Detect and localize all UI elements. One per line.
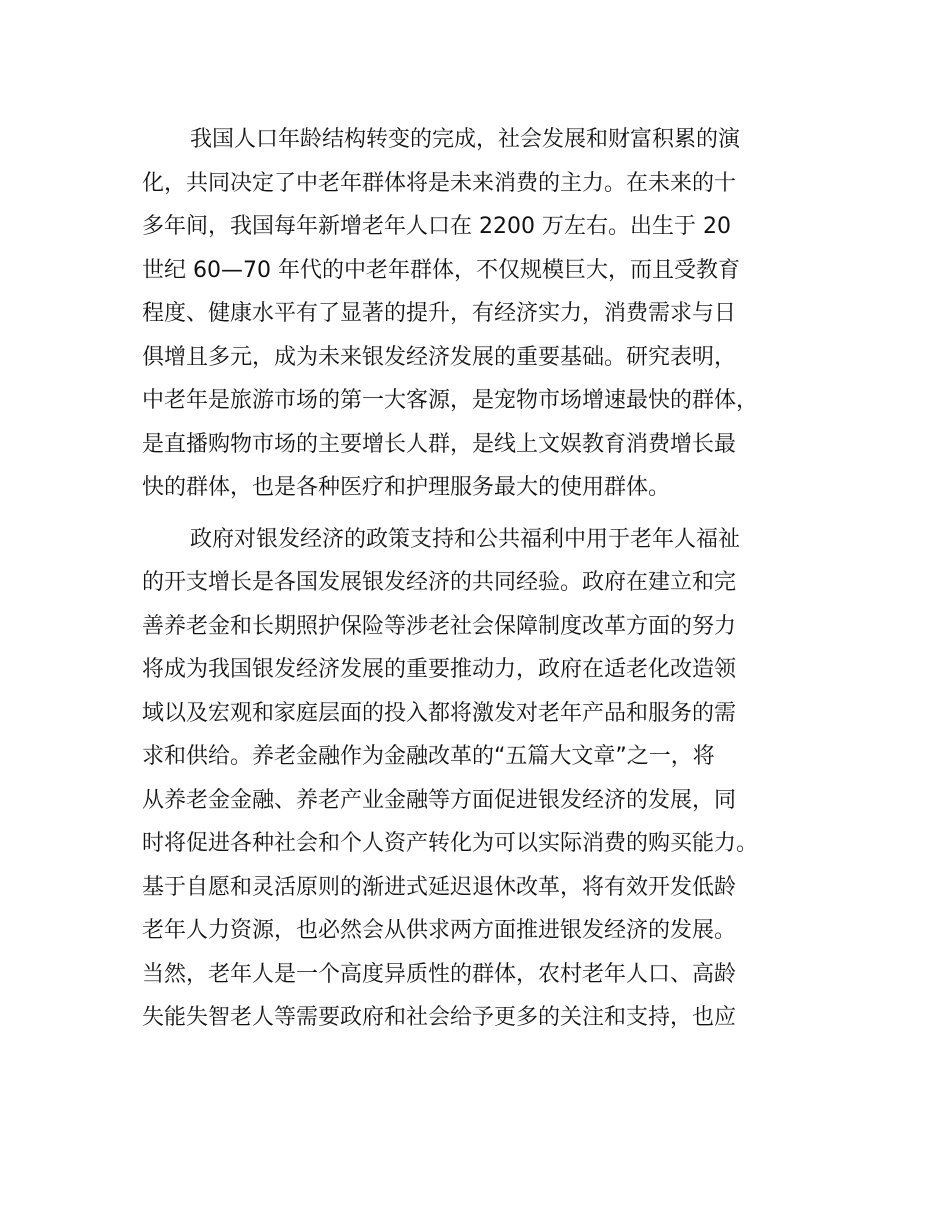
text-line: 从养老金金融、养老产业金融等方面促进银发经济的发展，同	[142, 787, 737, 813]
text-line: 善养老金和长期照护保险等涉老社会保障制度改革方面的努力	[142, 613, 737, 639]
text-line: 域以及宏观和家庭层面的投入都将激发对老年产品和服务的需	[142, 700, 737, 726]
text-line: 快的群体，也是各种医疗和护理服务最大的使用群体。	[142, 475, 671, 500]
text-line: 的开支增长是各国发展银发经济的共同经验。政府在建立和完	[142, 570, 737, 595]
text-line: 基于自愿和灵活原则的渐进式延迟退休改革，将有效开发低龄	[142, 874, 737, 900]
document-page	[142, 118, 832, 1040]
paragraph-1	[142, 118, 832, 510]
text-line: 当然，老年人是一个高度异质性的群体，农村老年人口、高龄	[142, 961, 737, 987]
text-line: 中老年是旅游市场的第一大客源，是宠物市场增速最快的群体，	[142, 388, 759, 413]
text-line: 时将促进各种社会和个人资产转化为可以实际消费的购买能力。	[142, 831, 759, 856]
text-line: 将成为我国银发经济发展的重要推动力，政府在适老化改造领	[142, 657, 737, 682]
text-line: 多年间，我国每年新增老年人口在 2200 万左右。出生于 20	[142, 214, 731, 239]
text-line: 政府对银发经济的政策支持和公共福利中用于老年人福祉	[190, 526, 741, 552]
text-line: 程度、健康水平有了显著的提升，有经济实力，消费需求与日	[142, 301, 737, 326]
text-line: 老年人力资源，也必然会从供求两方面推进银发经济的发展。	[142, 918, 737, 943]
text-line: 失能失智老人等需要政府和社会给予更多的关注和支持，也应	[142, 1005, 737, 1030]
text-line: 是直播购物市场的主要增长人群，是线上文娱教育消费增长最	[142, 431, 737, 457]
paragraph-2	[142, 518, 832, 1040]
text-line: 我国人口年龄结构转变的完成，社会发展和财富积累的演	[190, 127, 741, 152]
text-line: 求和供给。养老金融作为金融改革的“五篇大文章”之一，将	[142, 744, 715, 769]
text-line: 化，共同决定了中老年群体将是未来消费的主力。在未来的十	[142, 170, 737, 196]
text-line: 世纪 60—70 年代的中老年群体，不仅规模巨大，而且受教育	[142, 257, 740, 283]
text-line: 俱增且多元，成为未来银发经济发展的重要基础。研究表明，	[142, 344, 737, 370]
